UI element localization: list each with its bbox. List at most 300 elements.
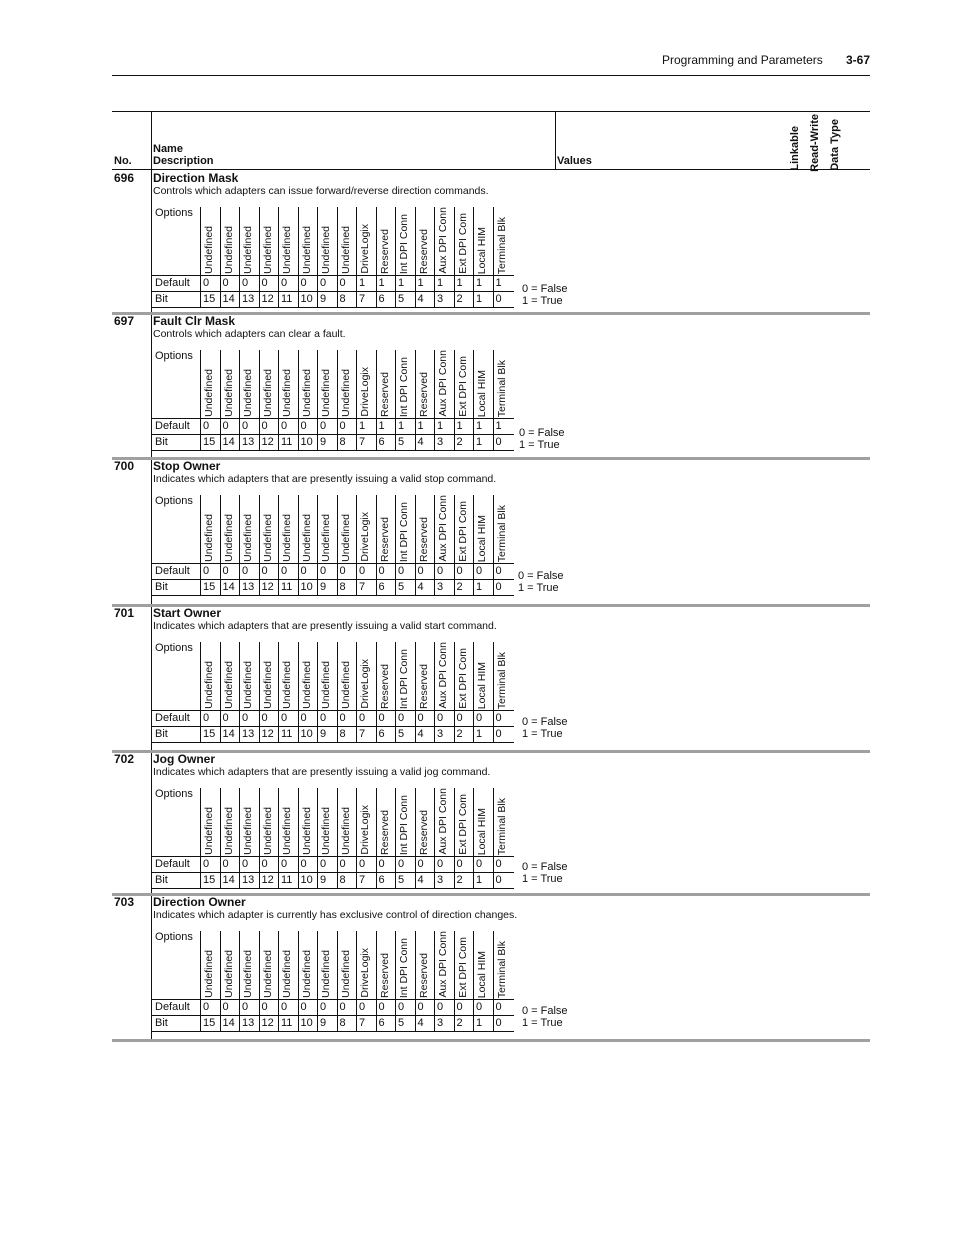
bit-number: 10 (300, 436, 313, 448)
bit-name: Undefined (222, 226, 235, 274)
bit-column (337, 788, 358, 888)
bit-number: 15 (203, 874, 216, 886)
bit-column (220, 350, 241, 450)
section-separator (112, 457, 870, 460)
bit-name: Ext DPI Com (456, 501, 469, 562)
bit-name: Local HIM (476, 369, 488, 417)
bit-number: 9 (320, 581, 327, 593)
bit-default-value: 0 (398, 1001, 405, 1013)
bit-default-value: 0 (261, 1001, 268, 1013)
legend-false: 0 = False (519, 427, 565, 439)
bit-name: Undefined (300, 661, 313, 709)
bit-column (220, 931, 241, 1031)
bit-number: 14 (222, 293, 235, 305)
bit-number: 6 (378, 293, 385, 305)
bit-name: Undefined (300, 514, 313, 562)
parameter-name: Direction Mask (153, 171, 239, 185)
column-header-name: Name (153, 143, 183, 155)
column-header-values: Values (557, 155, 592, 167)
bit-column (454, 788, 475, 888)
bit-column (434, 642, 455, 742)
bit-default-value: 0 (242, 712, 249, 724)
bit-label: Bit (155, 1017, 168, 1029)
page-header-title: Programming and Parameters (662, 53, 823, 67)
header-rule (112, 75, 870, 76)
bit-name: Undefined (339, 369, 352, 417)
bit-default-value: 0 (476, 1001, 483, 1013)
bit-name: Undefined (242, 661, 254, 709)
bit-name: Undefined (320, 950, 332, 998)
bit-default-value: 0 (417, 712, 424, 724)
bit-default-value: 1 (398, 277, 405, 289)
bit-number: 2 (456, 581, 463, 593)
bit-default-value: 0 (281, 858, 288, 870)
parameter-description: Indicates which adapter is currently has exclusive control of direction changes. (153, 909, 518, 921)
bit-column (278, 642, 299, 742)
bit-number: 8 (339, 293, 346, 305)
bit-column (220, 495, 241, 595)
bit-default-value: 0 (339, 858, 346, 870)
bit-number: 5 (398, 293, 405, 305)
bit-column (493, 207, 514, 307)
bit-name: Undefined (242, 807, 254, 855)
legend-false: 0 = False (522, 1005, 568, 1017)
bit-column (356, 350, 377, 450)
bit-default-value: 0 (456, 565, 463, 577)
bit-name: Undefined (222, 369, 235, 417)
bit-column (415, 495, 436, 595)
bit-column (337, 931, 358, 1031)
bit-name: Ext DPI Com (456, 213, 469, 274)
bit-column (259, 642, 280, 742)
bit-default-value: 1 (359, 277, 366, 289)
bit-number: 12 (261, 293, 274, 305)
bit-name: Undefined (339, 950, 352, 998)
bit-column (337, 495, 358, 595)
bit-name: Undefined (320, 807, 332, 855)
bit-number: 14 (222, 1017, 235, 1029)
bit-name: Undefined (222, 807, 235, 855)
options-label: Options (155, 207, 193, 219)
bit-default-value: 0 (359, 712, 366, 724)
column-header-data-type: Data Type (829, 119, 841, 171)
bit-column (200, 642, 221, 742)
grid-rule (152, 450, 514, 451)
table-header-bottom-rule (112, 169, 870, 170)
bit-default-value: 0 (222, 277, 229, 289)
parameter-name: Stop Owner (153, 459, 221, 473)
bit-column (317, 350, 338, 450)
bit-column (493, 350, 514, 450)
bit-number: 12 (261, 728, 274, 740)
bit-number: 14 (222, 728, 235, 740)
bit-number: 12 (261, 436, 274, 448)
bit-column (220, 788, 241, 888)
bit-number: 3 (437, 874, 444, 886)
bit-column (239, 207, 260, 307)
bit-column (298, 788, 319, 888)
bit-column (493, 931, 514, 1031)
bit-default-value: 0 (203, 858, 210, 870)
bit-number: 11 (281, 1017, 293, 1029)
bit-number: 1 (476, 436, 483, 448)
bit-column (493, 495, 514, 595)
bit-name: Undefined (261, 661, 274, 709)
options-label: Options (155, 788, 193, 800)
bit-number: 3 (437, 436, 444, 448)
bit-default-value: 0 (339, 712, 346, 724)
bit-name: Undefined (261, 369, 274, 417)
bit-default-value: 0 (203, 565, 210, 577)
bit-default-value: 1 (378, 277, 385, 289)
bit-name: Undefined (320, 226, 332, 274)
value-legend (522, 283, 568, 307)
bit-name: DriveLogix (359, 512, 371, 562)
bit-name: Terminal Blk (495, 940, 508, 998)
value-legend (522, 1005, 568, 1029)
bit-name: Undefined (281, 661, 293, 709)
grid-rule (152, 1031, 514, 1032)
parameter-name: Start Owner (153, 606, 222, 620)
bit-column (356, 207, 377, 307)
bit-label: Bit (155, 581, 168, 593)
bit-label: Bit (155, 436, 168, 448)
bit-name: Undefined (261, 514, 274, 562)
bit-number: 9 (320, 293, 327, 305)
bit-name: Reserved (417, 229, 430, 274)
bit-column (356, 642, 377, 742)
bit-number: 5 (398, 728, 405, 740)
bit-name: Local HIM (476, 226, 488, 274)
bit-column (376, 207, 397, 307)
bit-column (317, 788, 338, 888)
bit-name: Aux DPI Conn (437, 495, 449, 562)
bit-column (434, 931, 455, 1031)
bit-number: 11 (281, 581, 293, 593)
bit-default-value: 1 (437, 277, 444, 289)
bit-column (454, 495, 475, 595)
bit-number: 11 (281, 728, 293, 740)
bit-name: Undefined (203, 226, 215, 274)
bit-default-value: 0 (359, 858, 366, 870)
bit-name: Ext DPI Com (456, 356, 469, 417)
bit-number: 12 (261, 581, 274, 593)
value-legend (518, 570, 564, 594)
bit-number: 5 (398, 1017, 405, 1029)
bit-number: 13 (242, 1017, 255, 1029)
value-legend (522, 861, 568, 885)
bit-default-value: 0 (339, 277, 346, 289)
bit-number: 8 (339, 1017, 346, 1029)
bit-number: 15 (203, 581, 216, 593)
bit-name: Aux DPI Conn (437, 788, 449, 855)
bit-name: Int DPI Conn (398, 648, 410, 709)
default-label: Default (155, 712, 190, 724)
bit-default-value: 1 (417, 277, 424, 289)
bit-name: DriveLogix (359, 805, 371, 855)
bit-number: 12 (261, 874, 274, 886)
bit-default-value: 0 (222, 565, 229, 577)
bit-default-value: 0 (495, 712, 502, 724)
bit-column (239, 350, 260, 450)
bit-number: 6 (378, 874, 385, 886)
bit-name: Reserved (378, 517, 391, 562)
default-label: Default (155, 565, 190, 577)
bit-column (376, 642, 397, 742)
bit-name: Aux DPI Conn (437, 350, 449, 417)
bit-number: 9 (320, 874, 327, 886)
bit-default-value: 0 (398, 858, 405, 870)
legend-true: 1 = True (522, 728, 563, 740)
bit-options-grid (152, 207, 514, 303)
bit-column (317, 207, 338, 307)
bit-number: 4 (417, 1017, 424, 1029)
bit-default-value: 0 (261, 420, 268, 432)
section-separator (112, 1039, 870, 1042)
bit-name: Reserved (378, 229, 391, 274)
bit-default-value: 0 (378, 712, 385, 724)
bit-column (376, 495, 397, 595)
bit-default-value: 0 (495, 565, 502, 577)
bit-number: 0 (495, 728, 502, 740)
bit-column (395, 495, 416, 595)
bit-number: 13 (242, 436, 255, 448)
bit-number: 10 (300, 874, 313, 886)
legend-true: 1 = True (522, 873, 563, 885)
bit-default-value: 1 (456, 277, 463, 289)
bit-default-value: 0 (437, 858, 444, 870)
bit-name: DriveLogix (359, 224, 371, 274)
bit-number: 3 (437, 1017, 444, 1029)
bit-number: 13 (242, 728, 255, 740)
bit-name: DriveLogix (359, 367, 371, 417)
bit-name: Local HIM (476, 950, 488, 998)
bit-number: 8 (339, 874, 346, 886)
bit-name: Ext DPI Com (456, 794, 469, 855)
bit-name: Terminal Blk (495, 359, 508, 417)
bit-default-value: 0 (222, 858, 229, 870)
bit-name: Terminal Blk (495, 504, 508, 562)
parameter-number: 702 (114, 752, 135, 766)
bit-default-value: 0 (417, 565, 424, 577)
default-label: Default (155, 277, 190, 289)
bit-name: Int DPI Conn (398, 356, 410, 417)
bit-number: 6 (378, 581, 385, 593)
bit-column (376, 350, 397, 450)
bit-default-value: 0 (495, 1001, 502, 1013)
bit-default-value: 0 (261, 565, 268, 577)
legend-false: 0 = False (522, 716, 568, 728)
bit-number: 15 (203, 436, 216, 448)
bit-name: Reserved (378, 953, 391, 998)
bit-default-value: 0 (242, 565, 249, 577)
bit-column (200, 788, 221, 888)
bit-name: Aux DPI Conn (437, 642, 449, 709)
bit-number: 9 (320, 728, 327, 740)
bit-default-value: 0 (261, 277, 268, 289)
bit-default-value: 0 (222, 420, 229, 432)
bit-default-value: 0 (261, 712, 268, 724)
bit-default-value: 0 (281, 277, 288, 289)
bit-column (473, 350, 494, 450)
bit-name: Undefined (300, 807, 313, 855)
bit-number: 0 (495, 581, 502, 593)
bit-number: 10 (300, 293, 313, 305)
bit-number: 4 (417, 436, 424, 448)
bit-column (454, 350, 475, 450)
bit-name: Undefined (281, 807, 293, 855)
bit-name: Reserved (417, 810, 430, 855)
bit-default-value: 1 (495, 277, 502, 289)
bit-number: 2 (456, 1017, 463, 1029)
bit-name: DriveLogix (359, 659, 371, 709)
bit-number: 6 (378, 728, 385, 740)
bit-number: 5 (398, 581, 405, 593)
bit-default-value: 0 (359, 1001, 366, 1013)
column-header-read-write: Read-Write (809, 114, 821, 172)
bit-default-value: 1 (476, 420, 483, 432)
bit-default-value: 0 (495, 858, 502, 870)
bit-number: 13 (242, 581, 255, 593)
bit-name: Local HIM (476, 661, 488, 709)
bit-default-value: 1 (456, 420, 463, 432)
bit-default-value: 0 (437, 1001, 444, 1013)
bit-name: DriveLogix (359, 948, 371, 998)
bit-column (415, 788, 436, 888)
bit-number: 1 (476, 1017, 483, 1029)
bit-default-value: 0 (222, 1001, 229, 1013)
bit-default-value: 0 (203, 277, 210, 289)
bit-default-value: 0 (378, 858, 385, 870)
bit-column (473, 642, 494, 742)
bit-column (278, 495, 299, 595)
bit-number: 5 (398, 874, 405, 886)
bit-column (239, 642, 260, 742)
bit-name: Undefined (222, 514, 235, 562)
bit-number: 2 (456, 436, 463, 448)
bit-number: 9 (320, 436, 327, 448)
bit-column (434, 788, 455, 888)
bit-default-value: 0 (476, 712, 483, 724)
bit-column (415, 931, 436, 1031)
bit-name: Undefined (281, 369, 293, 417)
bit-default-value: 0 (203, 1001, 210, 1013)
bit-default-value: 0 (378, 1001, 385, 1013)
bit-number: 1 (476, 728, 483, 740)
bit-name: Reserved (417, 517, 430, 562)
bit-name: Undefined (281, 950, 293, 998)
bit-label: Bit (155, 874, 168, 886)
bit-column (395, 207, 416, 307)
bit-name: Undefined (203, 514, 215, 562)
bit-default-value: 0 (203, 712, 210, 724)
bit-default-value: 0 (398, 565, 405, 577)
bit-options-grid (152, 495, 514, 591)
parameter-number: 703 (114, 895, 135, 909)
bit-name: Undefined (261, 226, 274, 274)
bit-name: Undefined (300, 226, 313, 274)
bit-number: 8 (339, 581, 346, 593)
bit-number: 11 (281, 293, 293, 305)
bit-name: Undefined (242, 950, 254, 998)
bit-default-value: 0 (359, 565, 366, 577)
bit-default-value: 0 (222, 712, 229, 724)
bit-name: Undefined (242, 369, 254, 417)
bit-number: 11 (281, 874, 293, 886)
legend-true: 1 = True (522, 1017, 563, 1029)
bit-name: Undefined (300, 950, 313, 998)
bit-name: Undefined (203, 950, 215, 998)
bit-default-value: 0 (339, 565, 346, 577)
bit-number: 13 (242, 874, 255, 886)
bit-number: 8 (339, 436, 346, 448)
bit-number: 14 (222, 581, 235, 593)
bit-number: 1 (476, 874, 483, 886)
bit-default-value: 0 (320, 277, 327, 289)
bit-name: Undefined (242, 514, 254, 562)
bit-number: 7 (359, 1017, 366, 1029)
bit-column (454, 642, 475, 742)
bit-options-grid (152, 931, 514, 1027)
bit-name: Undefined (203, 807, 215, 855)
bit-column (337, 207, 358, 307)
bit-name: Terminal Blk (495, 216, 508, 274)
bit-name: Undefined (320, 514, 332, 562)
bit-default-value: 0 (300, 565, 307, 577)
bit-column (317, 642, 338, 742)
bit-column (298, 350, 319, 450)
parameter-number: 697 (114, 314, 135, 328)
bit-column (395, 931, 416, 1031)
parameter-name: Direction Owner (153, 895, 246, 909)
bit-column (239, 931, 260, 1031)
bit-number: 7 (359, 874, 366, 886)
bit-column (278, 350, 299, 450)
bit-name: Aux DPI Conn (437, 931, 449, 998)
bit-column (337, 642, 358, 742)
options-label: Options (155, 931, 193, 943)
parameter-description: Indicates which adapters that are presently issuing a valid start command. (153, 620, 497, 632)
bit-number: 7 (359, 728, 366, 740)
section-separator (112, 604, 870, 607)
parameter-description: Indicates which adapters that are presently issuing a valid jog command. (153, 766, 491, 778)
bit-name: Undefined (261, 950, 274, 998)
bit-column (356, 788, 377, 888)
page-number: 3-67 (846, 53, 871, 67)
bit-default-value: 0 (339, 1001, 346, 1013)
bit-name: Terminal Blk (495, 651, 508, 709)
bit-number: 0 (495, 874, 502, 886)
bit-column (493, 642, 514, 742)
parameter-number: 696 (114, 171, 135, 185)
bit-default-value: 0 (281, 420, 288, 432)
bit-default-value: 0 (281, 712, 288, 724)
bit-default-value: 1 (437, 420, 444, 432)
bit-name: Undefined (339, 514, 352, 562)
bit-number: 0 (495, 293, 502, 305)
bit-default-value: 0 (456, 1001, 463, 1013)
bit-name: Undefined (222, 950, 235, 998)
bit-name: Undefined (222, 661, 235, 709)
bit-column (220, 642, 241, 742)
bit-column (200, 350, 221, 450)
bit-name: Undefined (339, 807, 352, 855)
bit-default-value: 0 (300, 712, 307, 724)
bit-column (434, 495, 455, 595)
bit-default-value: 0 (320, 858, 327, 870)
value-legend (522, 716, 568, 740)
legend-false: 0 = False (522, 283, 568, 295)
